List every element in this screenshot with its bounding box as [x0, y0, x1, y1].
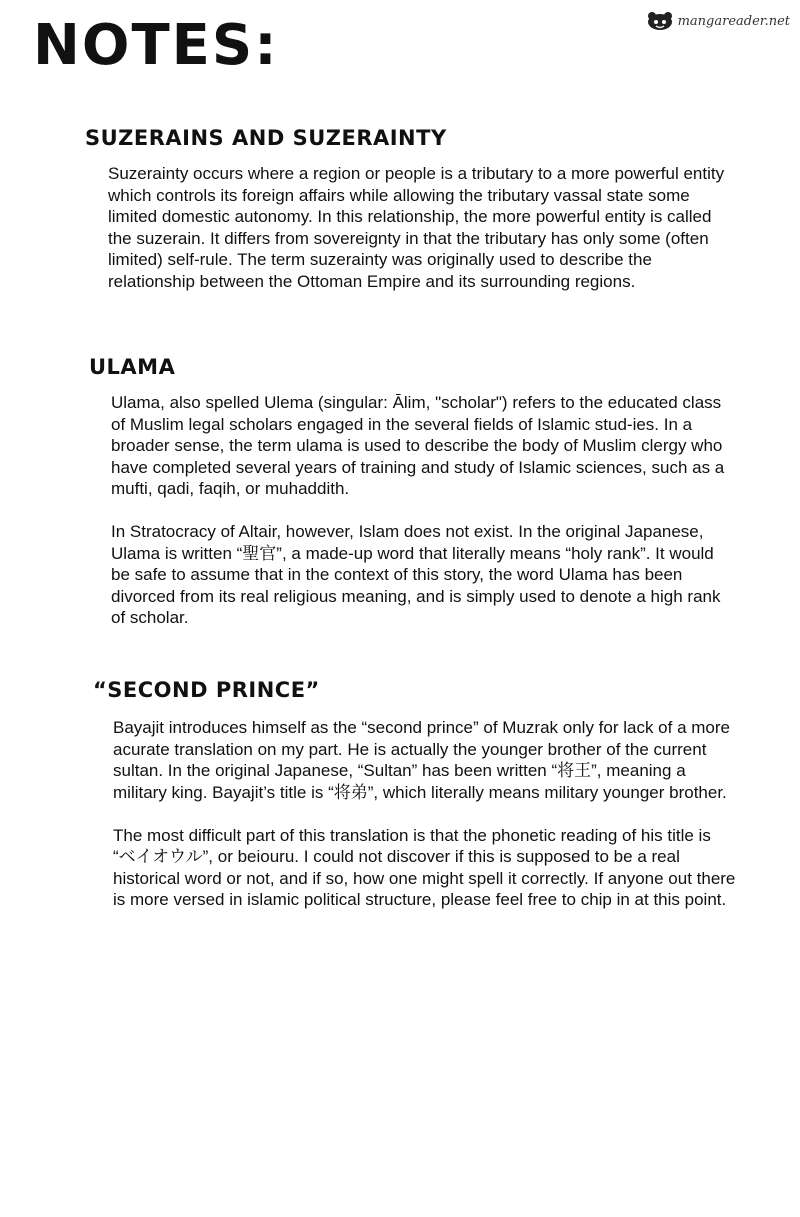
section-suzerains [0, 126, 800, 292]
watermark-text: mangareader.net [677, 13, 790, 29]
section-heading: SUZERAINS AND SUZERAINTY [85, 126, 447, 150]
section-body [113, 717, 738, 911]
section-ulama [0, 355, 800, 629]
page-title: NOTES: [33, 13, 279, 78]
paragraph: Suzerainty occurs where a region or people is a tributary to a more powerful entity which controls its foreign affairs while allowing the tributary vassal state some limited domestic autonomy. In this relationship, the more powerful entity is called the suzerain. It differs from sovereignty in that the tributary has only some (often limited) self-rule. The term suzerainty was originally used to describe the relationship between the Ottoman Empire and its surrounding regions. [108, 164, 725, 291]
section-second-prince [0, 678, 800, 911]
watermark [645, 10, 790, 32]
section-body [108, 163, 728, 292]
section-heading: ULAMA [89, 355, 176, 379]
paragraph: Bayajit introduces himself as the “second prince” of Muzrak only for lack of a more acurate translation on my part. He is actually the younger brother of the current sultan. In the original Japanese, “Sultan” has been written “将王”, meaning a military king. Bayajit’s title is “将弟”, which literally means military younger brother. [113, 718, 730, 802]
paragraph: In Stratocracy of Altair, however, Islam does not exist. In the original Japanese, Ulama is written “聖官”, a made-up word that literally means “holy rank”. It would be safe to assume that in the context of this story, the word Ulama has been divorced from its real religious meaning, and is simply used to denote a high rank of scholar. [111, 522, 721, 628]
paragraph: Ulama, also spelled Ulema (singular: Ālim, "scholar") refers to the educated class of Muslim legal scholars engaged in the several fields of Islamic stud-ies. In a broader sense, the term ulama is used to describe the body of Muslim clergy who have completed several years of training and study of Islamic sciences, such as a mufti, qadi, faqih, or muhaddith. [111, 393, 725, 499]
section-body [111, 392, 731, 629]
paragraph: The most difficult part of this translation is that the phonetic reading of his title is “ベイオウル”, or beiouru. I could not discover if this is supposed to be a real historical word or not, and if so, how one might spell it correctly. If anyone out there is more versed in islamic political structure, please feel free to chip in at this point. [113, 825, 736, 910]
section-heading: “SECOND PRINCE” [93, 678, 320, 702]
mangareader-logo-icon [645, 10, 675, 32]
